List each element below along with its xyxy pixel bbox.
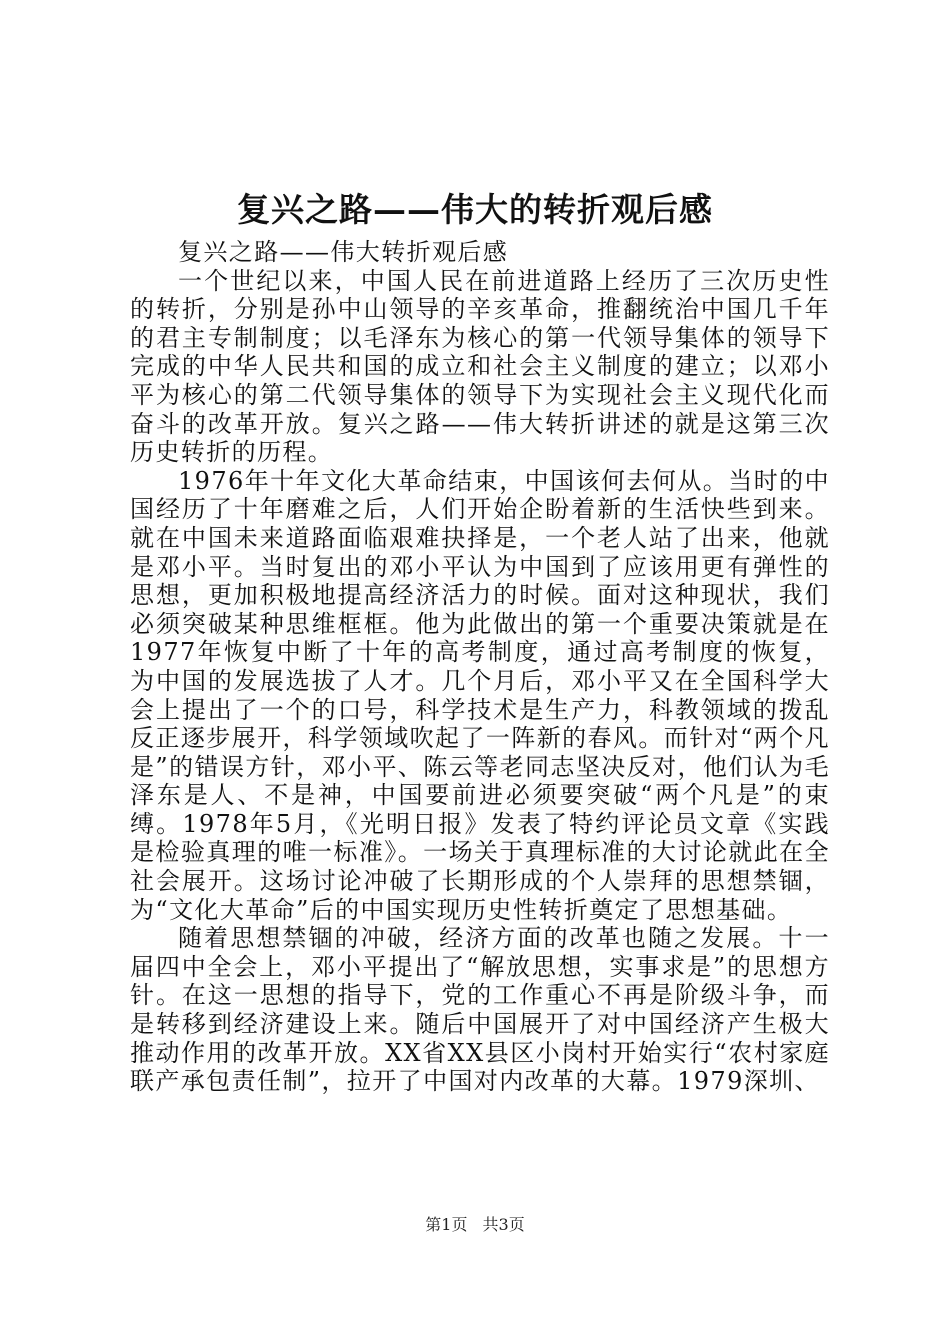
page-number: 第1页: [425, 1215, 468, 1234]
document-title: 复兴之路——伟大的转折观后感: [237, 190, 713, 229]
document-body: [130, 238, 830, 1096]
page-total: 共3页: [482, 1215, 525, 1234]
body-paragraph: 随着思想禁锢的冲破，经济方面的改革也随之发展。十一届四中全会上，邓小平提出了“解放思想，实事求是”的思想方针。在这一思想的指导下，党的工作重心不再是阶级斗争，而是转移到经济建设上来。随后中国展开了对中国经济产生极大推动作用的改革开放。XX省XX县区小岗村开始实行“农村家庭联产承包责任制”，拉开了中国对内改革的大幕。1979深圳、: [130, 924, 830, 1096]
body-paragraph: 一个世纪以来，中国人民在前进道路上经历了三次历史性的转折，分别是孙中山领导的辛亥革命，推翻统治中国几千年的君主专制制度；以毛泽东为核心的第一代领导集体的领导下完成的中华人民共和国的成立和社会主义制度的建立；以邓小平为核心的第二代领导集体的领导下为实现社会主义现代化而奋斗的改革开放。复兴之路——伟大转折讲述的就是这第三次历史转折的历程。: [130, 266, 830, 467]
page-footer: [0, 1215, 950, 1235]
subtitle-paragraph: 复兴之路——伟大转折观后感: [178, 238, 509, 266]
body-paragraph: 1976年十年文化大革命结束，中国该何去何从。当时的中国经历了十年磨难之后，人们开始企盼着新的生活快些到来。就在中国未来道路面临艰难抉择是，一个老人站了出来，他就是邓小平。当时复出的邓小平认为中国到了应该用更有弹性的思想，更加积极地提高经济活力的时候。面对这种现状，我们必须突破某种思维框框。他为此做出的第一个重要决策就是在1977年恢复中断了十年的高考制度，通过高考制度的恢复，为中国的发展选拔了人才。几个月后，邓小平又在全国科学大会上提出了一个的口号，科学技术是生产力，科教领域的拨乱反正逐步展开，科学领域吹起了一阵新的春风。而针对“两个凡是”的错误方针，邓小平、陈云等老同志坚决反对，他们认为毛泽东是人、不是神，中国要前进必须要突破“两个凡是”的束缚。1978年5月，《光明日报》发表了特约评论员文章《实践是检验真理的唯一标准》。一场关于真理标准的大讨论就此在全社会展开。这场讨论冲破了长期形成的个人崇拜的思想禁锢，为“文化大革命”后的中国实现历史性转折奠定了思想基础。: [130, 466, 830, 924]
